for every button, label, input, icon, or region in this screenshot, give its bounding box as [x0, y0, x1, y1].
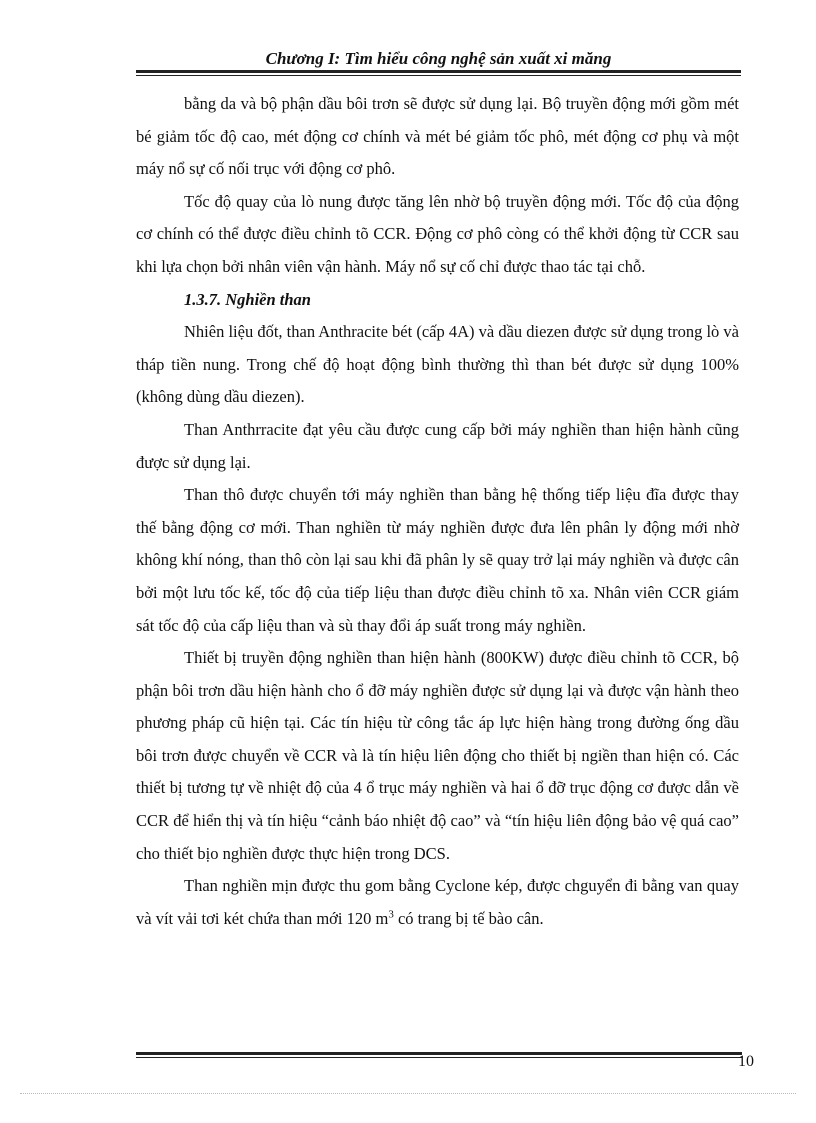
cubic-superscript: 3	[388, 908, 394, 921]
paragraph-anthracite: Than Anthrracite đạt yêu cầu được cung cấp bởi máy nghiền than hiện hành cũng được sử dụng lại.	[136, 419, 739, 472]
running-header: Chương I: Tìm hiểu công nghệ sản xuất xi măng	[265, 49, 612, 68]
section-heading-coal-grinding: 1.3.7. Nghiền than	[184, 289, 311, 309]
page-bottom-dotted-line	[20, 1093, 796, 1094]
page-body	[136, 88, 739, 935]
paragraph-drive-system-cont: bằng da và bộ phận dầu bôi trơn sẽ được sử dụng lại. Bộ truyền động mới gồm mét bé giảm tốc độ cao, mét động cơ chính và mét bé giảm tốc phô, mét động cơ phụ và một máy nổ sự cố nối trục với động cơ phô.	[136, 94, 739, 179]
footer-rule-thick	[136, 1052, 742, 1055]
paragraph-kiln-speed: Tốc độ quay của lò nung được tăng lên nhờ bộ truyền động mới. Tốc độ của động cơ chính có thể được điều chỉnh tõ CCR. Động cơ phô còng có thể khởi động từ CCR sau khi lựa chọn bởi nhân viên vận hành. Máy nổ sự cố chỉ được thao tác tại chỗ.	[136, 191, 739, 276]
paragraph-mill-drive: Thiết bị truyền động nghiền than hiện hành (800KW) được điều chỉnh tõ CCR, bộ phận bôi trơn dầu hiện hành cho ổ đỡ máy nghiền được sử dụng lại và được vận hành theo phương pháp cũ hiện tại. Các tín hiệu từ công tắc áp lực hiện hàng trong đường ống dầu bôi trơn được chuyển về CCR và là tín hiệu liên động cho thiết bị ngiền than hiện có. Các thiết bị tương tự về nhiệt độ của 4 ổ trục máy nghiền và hai ổ đỡ trục động cơ được dẫn về CCR để hiển thị và tín hiệu “cảnh báo nhiệt độ cao” và “tín hiệu liên động bảo vệ quá cao” cho thiết bịo nghiền được thực hiện trong DCS.	[136, 648, 739, 863]
paragraph-cyclone	[136, 870, 739, 935]
paragraph-raw-coal: Than thô được chuyển tới máy nghiền than bằng hệ thống tiếp liệu đĩa được thay thế bằng động cơ mới. Than nghiền từ máy nghiền được đưa lên phân ly động mới nhờ không khí nóng, than thô còn lại sau khi đã phân ly sẽ quay trở lại máy nghiền và được cân bởi một lưu tốc kế, tốc độ của tiếp liệu than được điều chỉnh tõ xa. Nhân viên CCR giám sát tốc độ của cấp liệu than và sù thay đổi áp suất trong máy nghiền.	[136, 485, 739, 635]
header-rule-thick	[136, 70, 741, 73]
cyclone-text-start: Than nghiền mịn được thu gom bằng Cyclone kép, được chguyển đi bằng van quay và vít vải tơi két chứa than mới 120 m	[136, 876, 739, 928]
page-number: 10	[738, 1053, 754, 1070]
cyclone-text-end: có trang bị tế bào cân.	[393, 908, 544, 928]
paragraph-fuel: Nhiên liệu đốt, than Anthracite bét (cấp 4A) và dầu diezen được sử dụng trong lò và tháp tiền nung. Trong chế độ hoạt động bình thường thì than bét được sử dụng 100% (không dùng dầu diezen).	[136, 322, 739, 407]
header-rule-thin	[136, 75, 741, 76]
footer-rule-thin	[136, 1057, 742, 1058]
